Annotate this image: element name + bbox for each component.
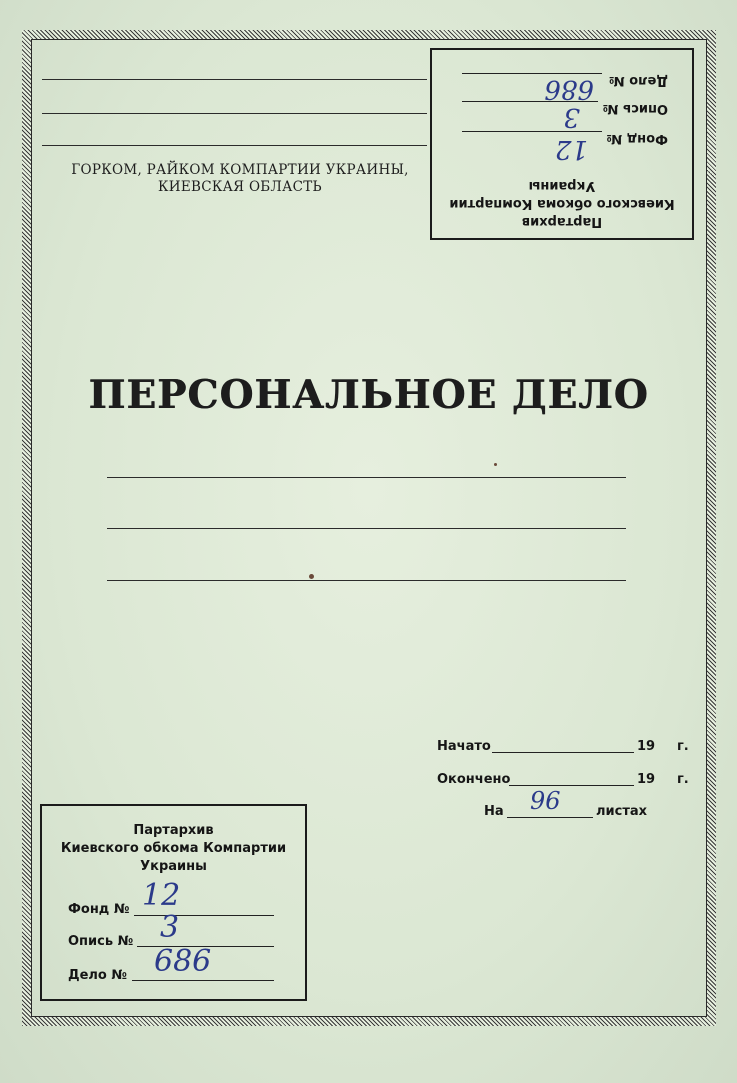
header-rule-2 — [42, 113, 427, 114]
sheets-line — [507, 817, 593, 818]
stamp-delo-label: Дело № — [608, 73, 668, 88]
started-line — [492, 752, 634, 753]
document-title: ПЕРСОНАЛЬНОЕ ДЕЛО — [88, 372, 649, 418]
started-year: 19 — [637, 739, 656, 754]
title-rule-1 — [107, 477, 626, 478]
sheets-prefix: На — [484, 804, 504, 819]
stamp-delo-line — [132, 980, 274, 981]
stamp-opis-label: Опись № — [602, 101, 668, 116]
stamp-delo-value: 686 — [544, 74, 594, 104]
title-rule-2 — [107, 528, 626, 529]
ended-label: Окончено — [437, 772, 511, 787]
stamp-line-1: Партархив — [521, 214, 603, 229]
header-rule-1 — [42, 79, 427, 80]
stamp-delo-value: 686 — [154, 944, 212, 979]
stamp-title — [432, 176, 692, 230]
started-label: Начато — [437, 739, 491, 754]
started-suffix: г. — [677, 739, 689, 754]
stamp-title — [42, 822, 305, 876]
ended-year: 19 — [637, 772, 656, 787]
archive-stamp-upside-down — [430, 48, 694, 240]
organization-heading — [60, 162, 420, 196]
stamp-opis-value: 3 — [160, 910, 180, 945]
header-rule-3 — [42, 145, 427, 146]
stamp-opis-value: 3 — [563, 102, 580, 132]
stamp-rotated-content — [432, 50, 692, 238]
stamp-delo-label: Дело № — [68, 968, 128, 983]
ended-suffix: г. — [677, 772, 689, 787]
stamp-fond-label: Фонд № — [606, 131, 668, 146]
stamp-line-2: Киевского обкома Компартии — [60, 841, 287, 856]
stamp-line-3: Украины — [528, 178, 596, 193]
ink-speck — [309, 574, 314, 579]
sheets-suffix: листах — [596, 804, 648, 819]
org-line-1: ГОРКОМ, РАЙКОМ КОМПАРТИИ УКРАИНЫ, — [71, 162, 409, 178]
stamp-opis-label: Опись № — [68, 934, 134, 949]
archive-stamp — [40, 804, 307, 1001]
stamp-line-2: Киевского обкома Компартии — [449, 196, 675, 211]
ended-line — [509, 785, 634, 786]
org-line-2: КИЕВСКАЯ ОБЛАСТЬ — [158, 179, 322, 195]
stamp-line-1: Партархив — [133, 823, 214, 838]
title-rule-3 — [107, 580, 626, 581]
sheets-value: 96 — [530, 787, 561, 815]
stamp-fond-line — [134, 915, 274, 916]
stamp-fond-value: 12 — [554, 134, 588, 164]
stamp-fond-line — [462, 131, 602, 132]
stamp-fond-value: 12 — [142, 878, 181, 913]
stamp-line-3: Украины — [140, 859, 207, 874]
stamp-fond-label: Фонд № — [68, 902, 130, 917]
ink-speck — [494, 463, 497, 466]
